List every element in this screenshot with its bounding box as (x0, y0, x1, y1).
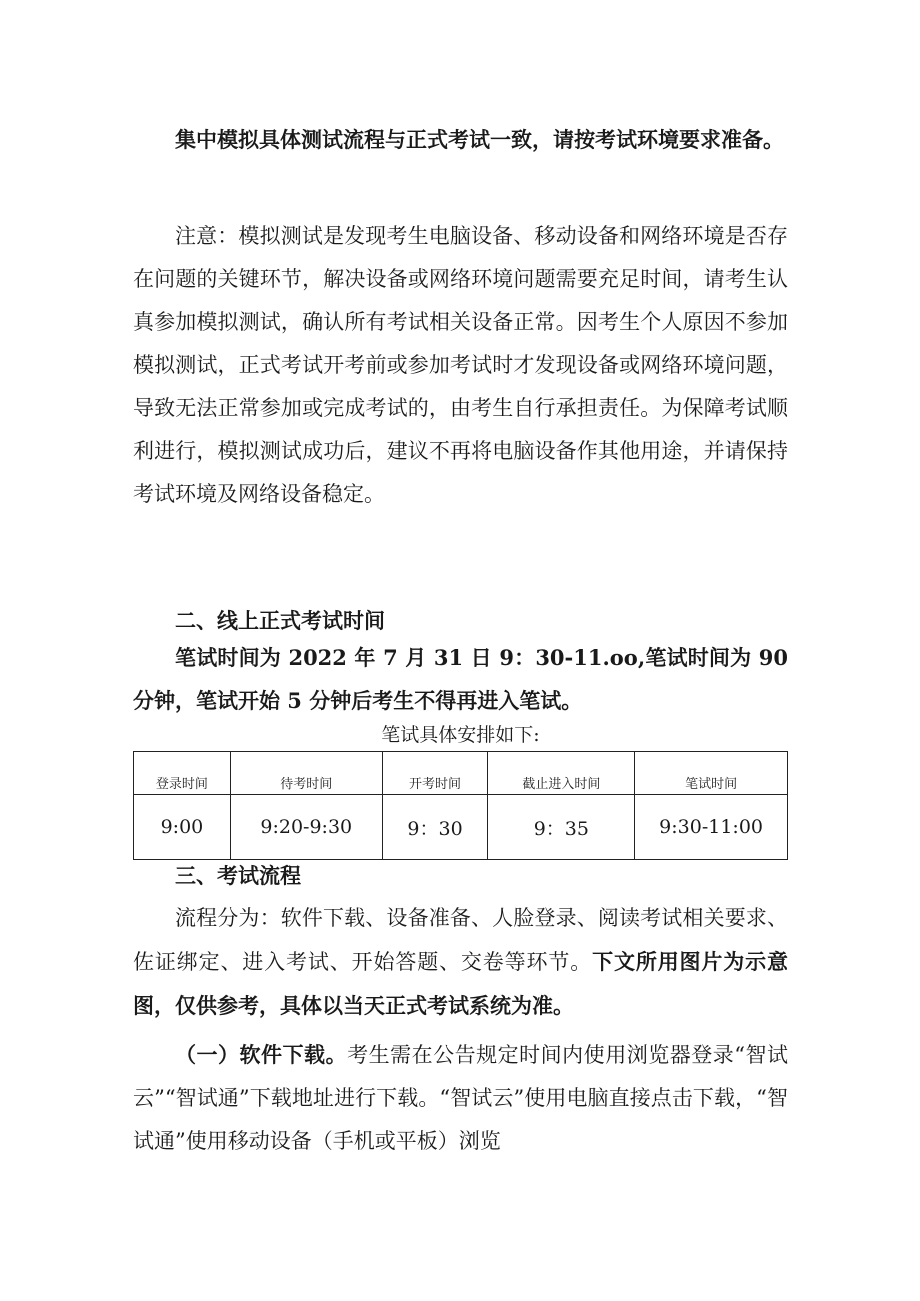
section-3-heading: 三、考试流程 (175, 863, 301, 888)
download-text: 考生需在公告规定时间内使用浏览器登录“智试云”“智试通”下载地址进行下载。“智试云”使用电脑直接点击下载，“智试通”使用移动设备（手机或平板）浏览 (133, 1043, 789, 1153)
note-paragraph: 注意：模拟测试是发现考生电脑设备、移动设备和网络环境是否存在问题的关键环节，解决设备或网络环境问题需要充足时间，请考生认真参加模拟测试，确认所有考试相关设备正常。因考生个人原因不参加模拟测试，正式考试开考前或参加考试时才发现设备或网络环境问题，导致无法正常参加或完成考试的，由考生自行承担责任。为保障考试顺利进行，模拟测试成功后，建议不再将电脑设备作其他用途，并请保持考试环境及网络设备稳定。 (133, 224, 788, 506)
header-exam-time: 笔试时间 (635, 752, 788, 795)
cell-waiting-time: 9:20-9:30 (230, 795, 382, 860)
exam-schedule-table (133, 751, 788, 860)
header-waiting-time: 待考时间 (230, 752, 382, 795)
table-caption: 笔试具体安排如下: (381, 724, 540, 746)
cell-start-time: 9：30 (382, 795, 488, 860)
header-start-time: 开考时间 (382, 752, 488, 795)
exam-time-paragraph: 笔试时间为 2022 年 7 月 31 日 9：30-11.oo,笔试时间为 90 分钟，笔试开始 5 分钟后考生不得再进入笔试。 (133, 645, 788, 713)
cell-login-time: 9:00 (134, 795, 231, 860)
section-2-heading: 二、线上正式考试时间 (175, 608, 385, 633)
process-normal-text: 流程分为：软件下载、设备准备、人脸登录、阅读考试相关要求、佐证绑定、进入考试、开始答题、交卷等环节。 (133, 906, 788, 974)
table-header-row (134, 752, 788, 795)
intro-bold-paragraph: 集中模拟具体测试流程与正式考试一致，请按考试环境要求准备。 (175, 127, 784, 152)
process-paragraph (133, 897, 788, 1028)
download-label: （一）软件下载。 (175, 1042, 348, 1067)
header-login-time: 登录时间 (134, 752, 231, 795)
process-bold-note: 下文所用图片为示意图，仅供参考，具体以当天正式考试系统为准。 (133, 949, 789, 1018)
download-paragraph (133, 1033, 788, 1163)
cell-exam-time: 9:30-11:00 (635, 795, 788, 860)
cell-entry-deadline: 9：35 (488, 795, 635, 860)
header-entry-deadline: 截止进入时间 (488, 752, 635, 795)
table-row (134, 795, 788, 860)
